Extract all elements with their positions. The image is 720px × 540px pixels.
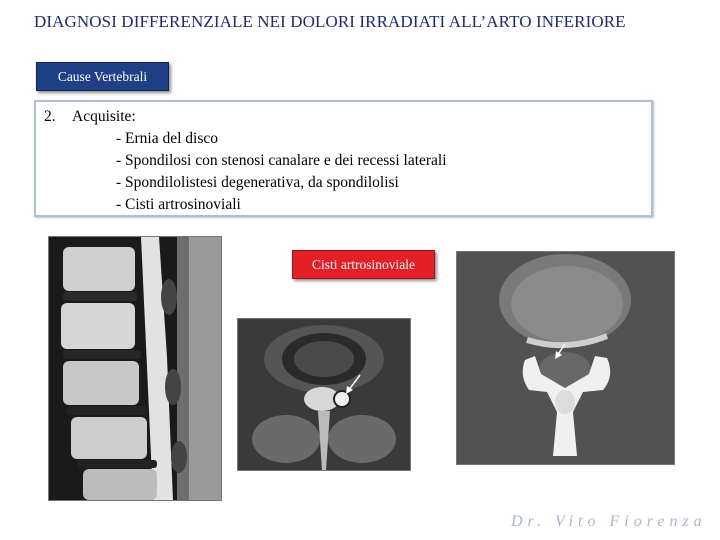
section-label: Cause Vertebrali (36, 62, 169, 91)
list-heading-row (44, 106, 651, 128)
ct-scan-image (456, 251, 675, 465)
sagittal-mri-image (48, 236, 222, 501)
axial-mri-image (237, 318, 411, 471)
slide-title: DIAGNOSI DIFFERENZIALE NEI DOLORI IRRADIATI ALL’ARTO INFERIORE (34, 12, 626, 31)
author-signature: Dr. Vito Fiorenza (511, 513, 707, 530)
list-item: - Spondilosi con stenosi canalare e dei recessi laterali (116, 152, 447, 169)
list-number: 2. (44, 108, 56, 125)
list-heading: Acquisite: (72, 108, 136, 125)
list-item: - Ernia del disco (116, 130, 219, 147)
list-item: - Cisti artrosinoviali (116, 196, 241, 213)
image-label-tag: Cisti artrosinoviale (292, 250, 435, 279)
causes-list-box (34, 100, 653, 217)
list-item: - Spondilolistesi degenerativa, da spondilolisi (116, 174, 399, 191)
